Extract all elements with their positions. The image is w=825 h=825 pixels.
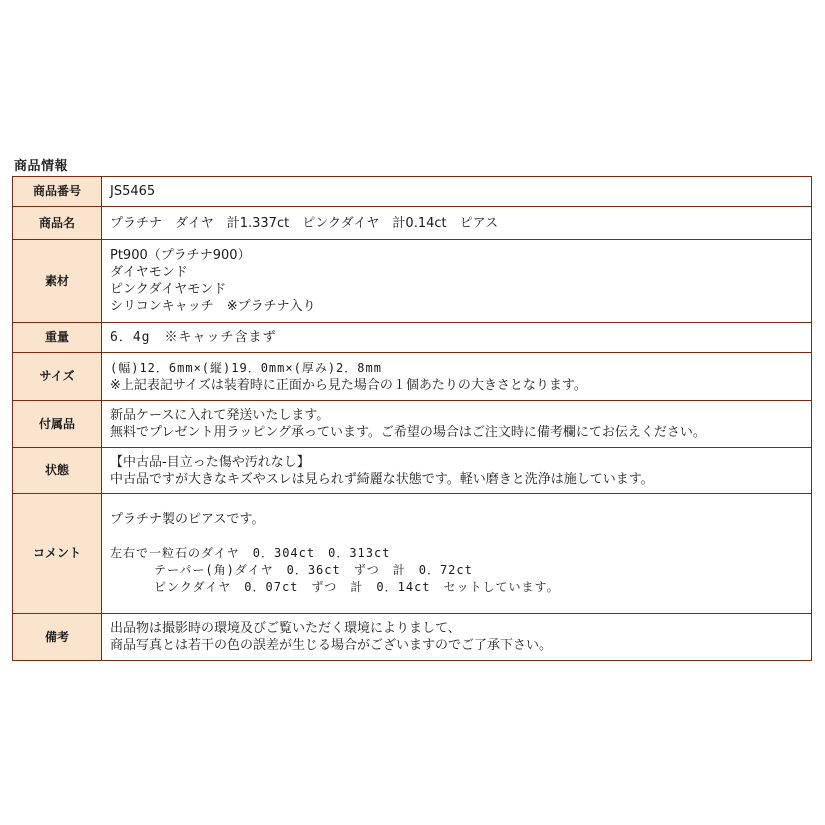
label-material: 素材 xyxy=(13,240,102,323)
value-weight: 6．4g ※キャッチ含まず xyxy=(102,323,812,353)
comment-line: 左右で一粒石のダイヤ 0．304ct 0．313ct xyxy=(110,546,391,560)
row-accessories xyxy=(13,401,812,448)
size-line: ※上記表記サイズは装着時に正面から見た場合の１個あたりの大きさとなります。 xyxy=(110,377,587,393)
label-product-name: 商品名 xyxy=(13,207,102,240)
material-line: シリコンキャッチ ※プラチナ入り xyxy=(110,299,316,314)
remarks-line: 出品物は撮影時の環境及びご覧いただく環境によりまして、 xyxy=(110,621,461,636)
label-size: サイズ xyxy=(13,353,102,401)
row-product-name xyxy=(13,207,812,240)
row-material xyxy=(13,240,812,323)
material-line: ダイヤモンド xyxy=(110,265,188,280)
size-line: (幅)12．6mm×(縦)19．0mm×(厚み)2．8mm xyxy=(110,360,382,375)
row-condition xyxy=(13,448,812,494)
value-size xyxy=(102,353,812,401)
accessories-line: 無料でプレゼント用ラッピング承っています。ご希望の場合はご注文時に備考欄にてお伝えください。 xyxy=(110,425,706,440)
label-accessories: 付属品 xyxy=(13,401,102,448)
label-condition: 状態 xyxy=(13,448,102,494)
value-condition xyxy=(102,448,812,494)
label-product-number: 商品番号 xyxy=(13,177,102,207)
value-product-name: プラチナ ダイヤ 計1.337ct ピンクダイヤ 計0.14ct ピアス xyxy=(102,207,812,240)
accessories-line: 新品ケースに入れて発送いたします。 xyxy=(110,408,330,423)
row-product-number xyxy=(13,177,812,207)
value-accessories xyxy=(102,401,812,448)
row-comment xyxy=(13,494,812,614)
section-title: 商品情報 xyxy=(14,159,69,174)
row-size xyxy=(13,353,812,401)
comment-spacer xyxy=(110,528,805,545)
material-line: ピンクダイヤモンド xyxy=(110,282,227,297)
comment-line: ピンクダイヤ 0．07ct ずつ 計 0．14ct セットしています。 xyxy=(154,580,560,594)
value-remarks xyxy=(102,614,812,661)
value-comment xyxy=(102,494,812,614)
value-material xyxy=(102,240,812,323)
condition-line: 【中古品-目立った傷や汚れなし】 xyxy=(110,454,310,470)
product-info-table xyxy=(12,176,812,661)
comment-line: テーパー(角)ダイヤ 0．36ct ずつ 計 0．72ct xyxy=(154,563,473,577)
label-weight: 重量 xyxy=(13,323,102,353)
row-weight xyxy=(13,323,812,353)
remarks-line: 商品写真とは若干の色の誤差が生じる場合がございますのでご了承下さい。 xyxy=(110,638,553,653)
condition-line: 中古品ですが大きなキズやスレは見られず綺麗な状態です。軽い磨きと洗浄は施しています。 xyxy=(110,471,654,487)
label-remarks: 備考 xyxy=(13,614,102,661)
row-remarks xyxy=(13,614,812,661)
value-product-number: JS5465 xyxy=(102,177,812,207)
material-line: Pt900（プラチナ900） xyxy=(110,248,251,263)
comment-intro: プラチナ製のピアスです。 xyxy=(110,512,265,527)
label-comment: コメント xyxy=(13,494,102,614)
